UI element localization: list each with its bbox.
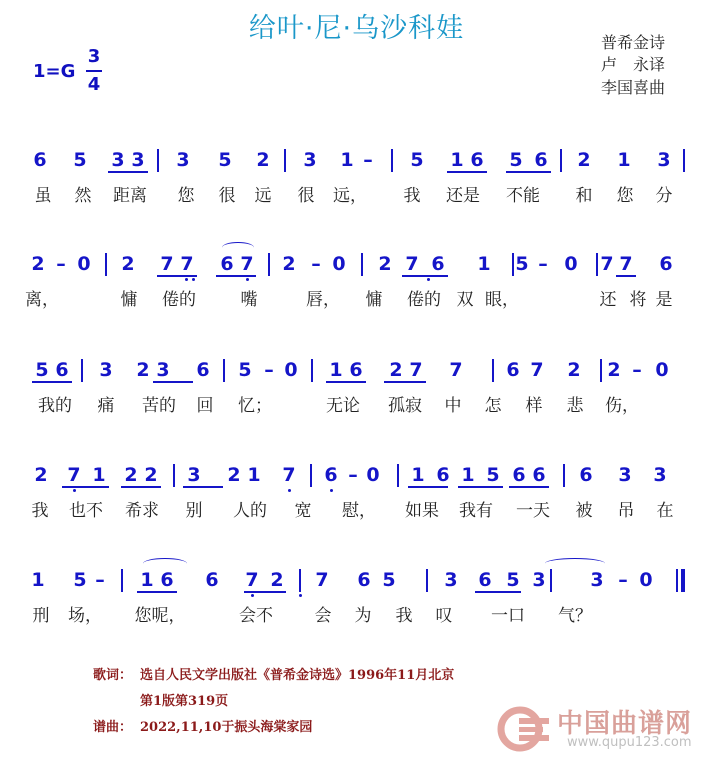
note: 7 — [160, 253, 174, 275]
note: 6 — [534, 149, 548, 171]
beam-underline — [62, 486, 109, 488]
note: 5 — [73, 569, 87, 591]
lyric: 是 — [655, 290, 673, 310]
note: 0 — [332, 253, 346, 275]
note: 3 — [131, 149, 145, 171]
note: 3 — [532, 569, 546, 591]
note: 3 — [653, 464, 667, 486]
beam-underline — [384, 381, 426, 383]
lyric: 远， — [333, 186, 367, 206]
note: 2 — [121, 253, 135, 275]
lower-octave-dot — [192, 278, 195, 281]
lyric: 我 — [31, 501, 49, 521]
note: 5 — [410, 149, 424, 171]
note: 6 — [349, 359, 363, 381]
beam-underline — [244, 591, 286, 593]
bar-line — [157, 149, 159, 172]
lyric: 很 — [297, 186, 315, 206]
lyric: 会 — [314, 606, 332, 626]
lyric: 人的 — [233, 501, 267, 521]
beam-underline — [506, 171, 551, 173]
note: 6 — [506, 359, 520, 381]
note: 2 — [270, 569, 284, 591]
note: 0 — [564, 253, 578, 275]
note: 2 — [136, 359, 150, 381]
note: 3 — [444, 569, 458, 591]
bar-line — [81, 359, 83, 382]
hold-dash: – — [56, 253, 66, 275]
lyric: 离， — [25, 290, 59, 310]
lyric: 唇， — [306, 290, 340, 310]
lyric: 然 — [74, 186, 92, 206]
note: 1 — [329, 359, 343, 381]
lower-octave-dot — [299, 594, 302, 597]
lyric: 将 — [629, 290, 647, 310]
lyric: 不能 — [506, 186, 540, 206]
lyric: 还是 — [446, 186, 480, 206]
note: 1 — [461, 464, 475, 486]
bar-line — [361, 253, 363, 276]
hold-dash: – — [95, 569, 105, 591]
bar-line — [299, 569, 301, 592]
lyric: 倦的 — [407, 290, 441, 310]
note: 2 — [282, 253, 296, 275]
beam-underline — [32, 381, 72, 383]
lyric: 眼， — [485, 290, 519, 310]
note: 5 — [486, 464, 500, 486]
note: 6 — [659, 253, 673, 275]
music-note: 2022,11,10于振头海棠家园 — [140, 720, 313, 735]
beam-underline — [153, 381, 193, 383]
beam-underline — [183, 486, 223, 488]
lower-octave-dot — [251, 594, 254, 597]
note: 6 — [324, 464, 338, 486]
note: 7 — [409, 359, 423, 381]
beam-underline — [475, 591, 521, 593]
lyric: 双 — [456, 290, 474, 310]
bar-line — [391, 149, 393, 172]
lyric: 如果 — [405, 501, 439, 521]
lyric: 希求 — [125, 501, 159, 521]
bar-line — [683, 149, 685, 172]
lyric: 虽 — [34, 186, 52, 206]
note: 0 — [655, 359, 669, 381]
note: 3 — [590, 569, 604, 591]
lyric: 别 — [185, 501, 203, 521]
note: 5 — [218, 149, 232, 171]
lower-octave-dot — [330, 489, 333, 492]
beam-underline — [216, 275, 256, 277]
note: 1 — [617, 149, 631, 171]
note: 7 — [315, 569, 329, 591]
lyric: 一天 — [516, 501, 550, 521]
note: 3 — [156, 359, 170, 381]
beam-underline — [458, 486, 503, 488]
hold-dash: – — [618, 569, 628, 591]
note: 1 — [247, 464, 261, 486]
lyric: 刑 — [32, 606, 50, 626]
beam-underline — [108, 171, 148, 173]
note: 3 — [99, 359, 113, 381]
note: 7 — [619, 253, 633, 275]
note: 6 — [512, 464, 526, 486]
bar-line — [284, 149, 286, 172]
note: 2 — [227, 464, 241, 486]
note: 6 — [579, 464, 593, 486]
note: 5 — [35, 359, 49, 381]
lyric: 痛 — [97, 396, 115, 416]
note: 5 — [382, 569, 396, 591]
lyric: 伤， — [605, 396, 639, 416]
composer-credit: 李国喜曲 — [601, 78, 666, 97]
lyric: 回 — [196, 396, 214, 416]
bar-line — [310, 464, 312, 487]
translator-credit: 卢 永译 — [601, 55, 666, 74]
lyric: 您 — [177, 186, 195, 206]
note: 1 — [92, 464, 106, 486]
lyric: 为 — [354, 606, 372, 626]
note: 7 — [600, 253, 614, 275]
lower-octave-dot — [427, 278, 430, 281]
time-signature-line — [86, 70, 102, 72]
note: 1 — [340, 149, 354, 171]
time-signature-top: 3 — [87, 46, 101, 67]
bar-line — [121, 569, 123, 592]
note: 3 — [176, 149, 190, 171]
note: 6 — [196, 359, 210, 381]
note: 1 — [450, 149, 464, 171]
lyric: 和 — [575, 186, 593, 206]
lyric: 还 — [599, 290, 617, 310]
note: 6 — [205, 569, 219, 591]
note: 3 — [303, 149, 317, 171]
lyric: 慵 — [120, 290, 138, 310]
hold-dash: – — [363, 149, 373, 171]
note: 2 — [124, 464, 138, 486]
note: 1 — [411, 464, 425, 486]
beam-underline — [447, 171, 487, 173]
lyric: 悲 — [566, 396, 584, 416]
note: 2 — [567, 359, 581, 381]
poet-credit: 普希金诗 — [601, 33, 666, 52]
lyric: 您 — [616, 186, 634, 206]
lyric: 倦的 — [162, 290, 196, 310]
lyric: 您呢， — [134, 606, 186, 626]
bar-line — [512, 253, 514, 276]
lyric: 被 — [575, 501, 593, 521]
tie-arc — [143, 558, 187, 569]
key-signature: 1=G — [33, 61, 76, 82]
beam-underline — [408, 486, 448, 488]
hold-dash: – — [311, 253, 321, 275]
note: 7 — [449, 359, 463, 381]
lyric: 我 — [403, 186, 421, 206]
lyrics-source-page: 第1版第319页 — [140, 694, 229, 709]
beam-underline — [616, 275, 636, 277]
note: 0 — [639, 569, 653, 591]
lyric: 远 — [254, 186, 272, 206]
hold-dash: – — [348, 464, 358, 486]
note: 1 — [477, 253, 491, 275]
lyrics-source-label: 歌词： — [93, 668, 133, 683]
beam-underline — [121, 486, 161, 488]
note: 6 — [470, 149, 484, 171]
lyric: 会不 — [239, 606, 273, 626]
note: 3 — [657, 149, 671, 171]
music-label: 谱曲： — [93, 720, 133, 735]
lyric: 也不 — [69, 501, 103, 521]
bar-line — [563, 464, 565, 487]
lyric: 怎 — [484, 396, 502, 416]
lyric: 无论 — [326, 396, 360, 416]
tie-arc — [545, 558, 605, 569]
lower-octave-dot — [288, 489, 291, 492]
lyric: 中 — [444, 396, 462, 416]
final-bar-line — [676, 569, 678, 592]
lyric: 慰， — [342, 501, 376, 521]
note: 5 — [506, 569, 520, 591]
note: 3 — [618, 464, 632, 486]
watermark-logo-icon — [497, 706, 557, 752]
beam-underline — [137, 591, 177, 593]
lyric: 我 — [395, 606, 413, 626]
lyrics-source: 选自人民文学出版社《普希金诗选》1996年11月北京 — [140, 668, 455, 683]
watermark-name: 中国曲谱网 — [557, 709, 693, 739]
note: 2 — [389, 359, 403, 381]
note: 2 — [34, 464, 48, 486]
note: 6 — [160, 569, 174, 591]
bar-line — [550, 569, 552, 592]
lyric: 在 — [656, 501, 674, 521]
beam-underline — [509, 486, 549, 488]
lower-octave-dot — [73, 489, 76, 492]
bar-line — [596, 253, 598, 276]
song-title: 给叶·尼·乌沙科娃 — [248, 13, 465, 44]
lyric: 场， — [68, 606, 102, 626]
note: 6 — [431, 253, 445, 275]
lyric: 孤寂 — [388, 396, 422, 416]
note: 7 — [530, 359, 544, 381]
lower-octave-dot — [185, 278, 188, 281]
hold-dash: – — [538, 253, 548, 275]
bar-line — [397, 464, 399, 487]
lyric: 一口 — [491, 606, 525, 626]
note: 5 — [509, 149, 523, 171]
note: 2 — [378, 253, 392, 275]
lower-octave-dot — [246, 278, 249, 281]
lyric: 嘴 — [240, 290, 258, 310]
lyric: 分 — [655, 186, 673, 206]
bar-line — [560, 149, 562, 172]
lyric: 宽 — [294, 501, 312, 521]
note: 5 — [515, 253, 529, 275]
bar-line — [426, 569, 428, 592]
hold-dash: – — [632, 359, 642, 381]
note: 2 — [31, 253, 45, 275]
lyric: 我的 — [38, 396, 72, 416]
note: 6 — [55, 359, 69, 381]
note: 1 — [31, 569, 45, 591]
watermark-url: www.qupu123.com — [567, 735, 692, 750]
lyric: 慵 — [365, 290, 383, 310]
note: 0 — [77, 253, 91, 275]
bar-line — [311, 359, 313, 382]
lyric: 忆； — [238, 396, 272, 416]
note: 6 — [436, 464, 450, 486]
lyric: 很 — [218, 186, 236, 206]
note: 6 — [532, 464, 546, 486]
lyric: 我有 — [459, 501, 493, 521]
note: 2 — [256, 149, 270, 171]
note: 7 — [282, 464, 296, 486]
lyric: 气？ — [558, 606, 592, 626]
note: 6 — [357, 569, 371, 591]
note: 2 — [144, 464, 158, 486]
note: 6 — [33, 149, 47, 171]
lyric: 样 — [525, 396, 543, 416]
lyric: 叹 — [435, 606, 453, 626]
bar-line — [268, 253, 270, 276]
note: 0 — [366, 464, 380, 486]
note: 1 — [140, 569, 154, 591]
beam-underline — [326, 381, 366, 383]
hold-dash: – — [264, 359, 274, 381]
note: 7 — [405, 253, 419, 275]
lyric: 距离 — [113, 186, 147, 206]
lyric: 吊 — [617, 501, 635, 521]
bar-line — [600, 359, 602, 382]
note: 7 — [67, 464, 81, 486]
note: 3 — [187, 464, 201, 486]
lyric: 苦的 — [142, 396, 176, 416]
tie-arc — [222, 242, 254, 253]
beam-underline — [157, 275, 197, 277]
time-signature-bottom: 4 — [87, 74, 101, 95]
note: 3 — [111, 149, 125, 171]
note: 5 — [73, 149, 87, 171]
note: 7 — [245, 569, 259, 591]
final-bar-line — [681, 569, 685, 592]
note: 7 — [180, 253, 194, 275]
note: 7 — [240, 253, 254, 275]
note: 5 — [238, 359, 252, 381]
note: 0 — [284, 359, 298, 381]
beam-underline — [402, 275, 448, 277]
bar-line — [492, 359, 494, 382]
note: 6 — [220, 253, 234, 275]
note: 2 — [577, 149, 591, 171]
bar-line — [105, 253, 107, 276]
bar-line — [223, 359, 225, 382]
note: 2 — [607, 359, 621, 381]
bar-line — [173, 464, 175, 487]
note: 6 — [478, 569, 492, 591]
